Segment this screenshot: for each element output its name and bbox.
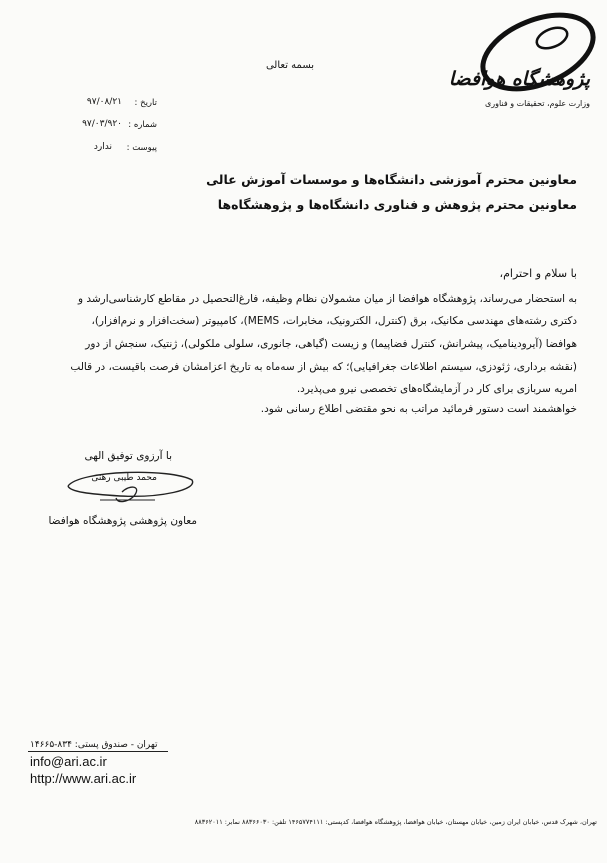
signature-stroke-icon: [60, 464, 200, 509]
body-line: خواهشمند است دستور فرمائید مراتب به نحو مقتضی اطلاع رسانی شود.: [260, 403, 577, 415]
signer-title: معاون پژوهشی پژوهشگاه هوافضا: [48, 515, 197, 527]
attachment-value: ندارد: [93, 142, 112, 152]
number-label: شماره :: [128, 120, 157, 130]
body-line: دکتری رشته‌های مهندسی مکانیک، برق (کنترل، الکترونیک، مخابرات، MEMS)، کامپیوتر (سخت‌افزار و نرم‌افزار)،: [91, 315, 577, 327]
number-value: ۹۷/۰۳/۹۲۰: [82, 119, 122, 129]
ministry-subtitle: وزارت علوم، تحقیقات و فناوری: [485, 99, 590, 108]
footer-pobox: تهران - صندوق پستی: ۸۳۴-۱۴۶۶۵: [30, 740, 158, 750]
date-value: ۹۷/۰۸/۲۱: [86, 97, 122, 107]
recipient-line: معاونین محترم آموزشی دانشگاه‌ها و موسسات آموزش عالی: [206, 172, 577, 187]
footer-website: http://www.ari.ac.ir: [30, 771, 137, 786]
date-label: تاریخ :: [134, 98, 157, 108]
signer-name: محمد طیبی رهنی: [91, 473, 157, 483]
body-line: هوافضا (آیرودینامیک، پیشرانش، کنترل فضاپیما) و زیست (گیاهی، جانوری، سلولی ملکولی)، ژنتیک، سنجش از دور: [85, 338, 577, 350]
body-line: به استحضار می‌رساند، پژوهشگاه هوافضا از میان مشمولان نظام وظیفه، فارغ‌التحصیل در مقاطع کارشناسی‌ارشد و: [77, 293, 577, 305]
salutation: با سلام و احترام،: [499, 267, 577, 280]
body-line: امریه سربازی برای کار در آزمایشگاه‌های تخصصی نیرو می‌پذیرد.: [296, 383, 577, 395]
footer-rule: [28, 751, 168, 752]
attachment-label: پیوست :: [126, 143, 157, 153]
closing-phrase: با آرزوی توفیق الهی: [84, 450, 172, 462]
basmala: بسمه تعالی: [265, 60, 315, 71]
recipient-line: معاونین محترم پژوهش و فناوری دانشگاه‌ها و پژوهشگاه‌ها: [217, 197, 577, 212]
institute-logo: [448, 8, 600, 118]
footer-address: تهران، شهرک قدس، خیابان ایران زمین، خیابان مهستان، خیابان هوافضا، پژوهشگاه هوافضا، کدپستی: ۱۴۶۵۷۷۴۱۱۱ تلفن: ۸۸۳۶۶۰۳۰ نمابر: ۸۸۳۶۲۰۱۱: [194, 818, 597, 826]
logo-wordmark: پژوهشگاه هوافضا: [448, 68, 590, 90]
footer-email: info@ari.ac.ir: [30, 754, 107, 769]
body-line: (نقشه برداری، ژئودزی، سیستم اطلاعات جغرافیایی)؛ که بیش از سه‌ماه به تاریخ اعزامشان فرصت باقیست، در قالب: [70, 361, 577, 373]
